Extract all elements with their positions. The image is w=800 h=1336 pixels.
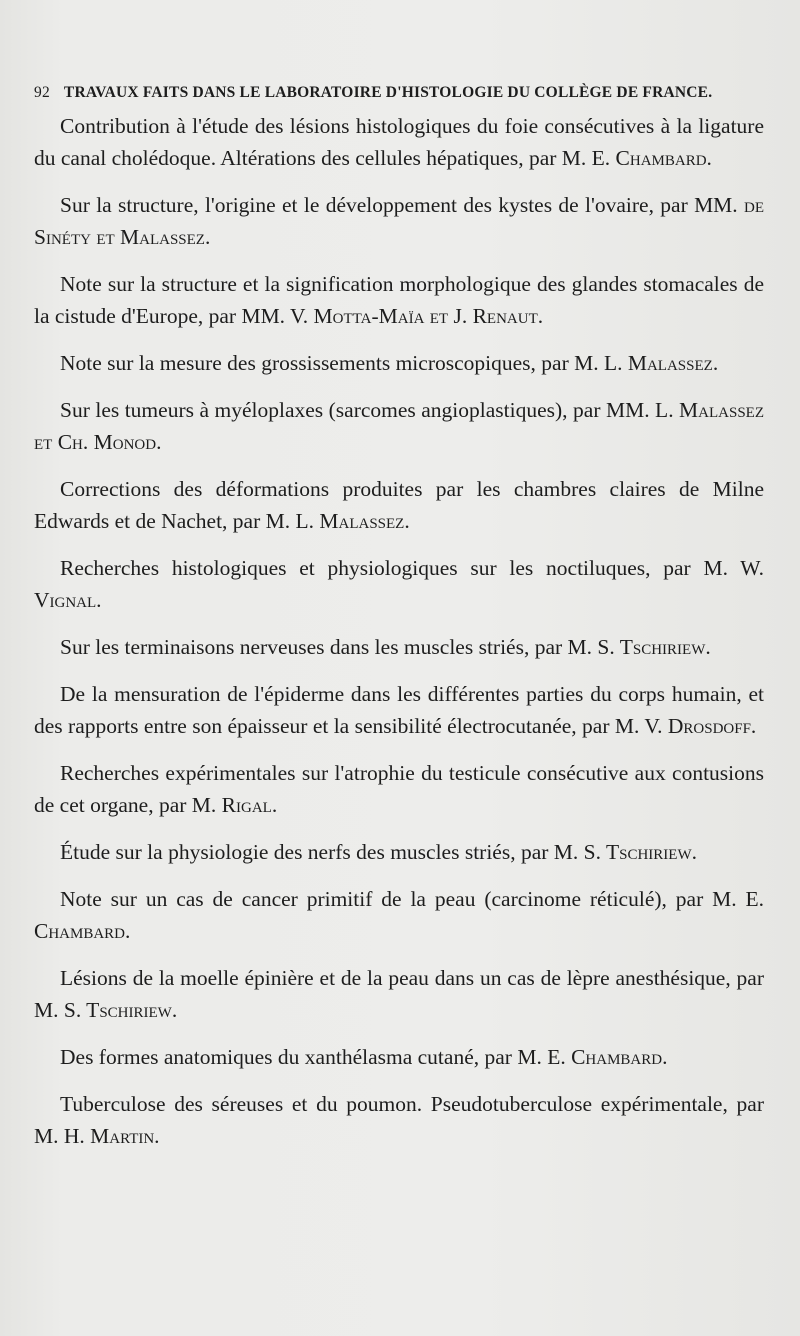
entry-author: M. L. Malassez. — [265, 509, 410, 533]
entry-author: M. Rigal. — [191, 793, 278, 817]
list-item — [34, 883, 764, 947]
entry-title: Note sur la structure et la signification morphologique des glandes stomacales de la cistude d'Europe, par — [34, 272, 764, 328]
entry-author: M. W. Vignal. — [34, 556, 764, 612]
page-number: 92 — [34, 84, 50, 101]
list-item — [34, 836, 764, 868]
entry-author: M. L. Malassez. — [574, 351, 719, 375]
entry-author: M. E. Chambard. — [517, 1045, 668, 1069]
entry-author: M. E. Chambard. — [34, 887, 765, 943]
entry-list — [34, 110, 764, 1152]
entry-title: Tuberculose des séreuses et du poumon. Pseudotuberculose expérimentale, par — [60, 1092, 764, 1116]
entry-title: Recherches expérimentales sur l'atrophie du testicule consécutive aux contusions de cet organe, par — [34, 761, 764, 817]
list-item — [34, 678, 764, 742]
list-item — [34, 394, 764, 458]
entry-title: Recherches histologiques et physiologiques sur les noctiluques, par — [60, 556, 704, 580]
list-item — [34, 347, 764, 379]
list-item — [34, 631, 764, 663]
entry-title: Étude sur la physiologie des nerfs des muscles striés, par — [60, 840, 554, 864]
entry-author: MM. L. Malassez et Ch. Monod. — [34, 398, 764, 454]
list-item — [34, 268, 764, 332]
list-item — [34, 962, 764, 1026]
list-item — [34, 189, 764, 253]
entry-title: De la mensuration de l'épiderme dans les différentes parties du corps humain, et des rapports entre son épaisseur et la sensibilité électrocutanée, par — [34, 682, 764, 738]
entry-author: M. S. Tschiriew. — [567, 635, 711, 659]
list-item — [34, 1041, 764, 1073]
entry-author: MM. V. Motta-Maïa et J. Renaut. — [241, 304, 544, 328]
entry-title: Des formes anatomiques du xanthélasma cutané, par — [60, 1045, 518, 1069]
entry-author: M. H. Martin. — [34, 1124, 160, 1148]
entry-title: Note sur un cas de cancer primitif de la peau (carcinome réticulé), par — [60, 887, 713, 911]
entry-title: Corrections des déformations produites par les chambres claires de Milne Edwards et de Nachet, par — [34, 477, 764, 533]
entry-title: Sur les tumeurs à myéloplaxes (sarcomes angioplastiques), par — [60, 398, 606, 422]
entry-author: MM. de Sinéty et Malassez. — [34, 193, 764, 249]
entry-author: M. S. Tschiriew. — [553, 840, 697, 864]
entry-author: M. S. Tschiriew. — [34, 998, 178, 1022]
entry-title: Note sur la mesure des grossissements microscopiques, par — [60, 351, 575, 375]
list-item — [34, 757, 764, 821]
running-header — [34, 84, 764, 102]
list-item — [34, 1088, 764, 1152]
entry-author: M. E. Chambard. — [561, 146, 712, 170]
header-title: TRAVAUX FAITS DANS LE LABORATOIRE D'HISTOLOGIE DU COLLÈGE DE FRANCE. — [63, 84, 713, 101]
entry-author: M. V. Drosdoff. — [614, 714, 757, 738]
entry-title: Sur la structure, l'origine et le développement des kystes de l'ovaire, par — [60, 193, 695, 217]
list-item — [34, 473, 764, 537]
entry-title: Sur les terminaisons nerveuses dans les muscles striés, par — [60, 635, 568, 659]
entry-title: Lésions de la moelle épinière et de la peau dans un cas de lèpre anesthésique, par — [60, 966, 764, 990]
list-item — [34, 110, 764, 174]
list-item — [34, 552, 764, 616]
entry-title: Contribution à l'étude des lésions histologiques du foie consécutives à la ligature du canal cholédoque. Altérations des cellules hépatiques, par — [34, 114, 764, 170]
